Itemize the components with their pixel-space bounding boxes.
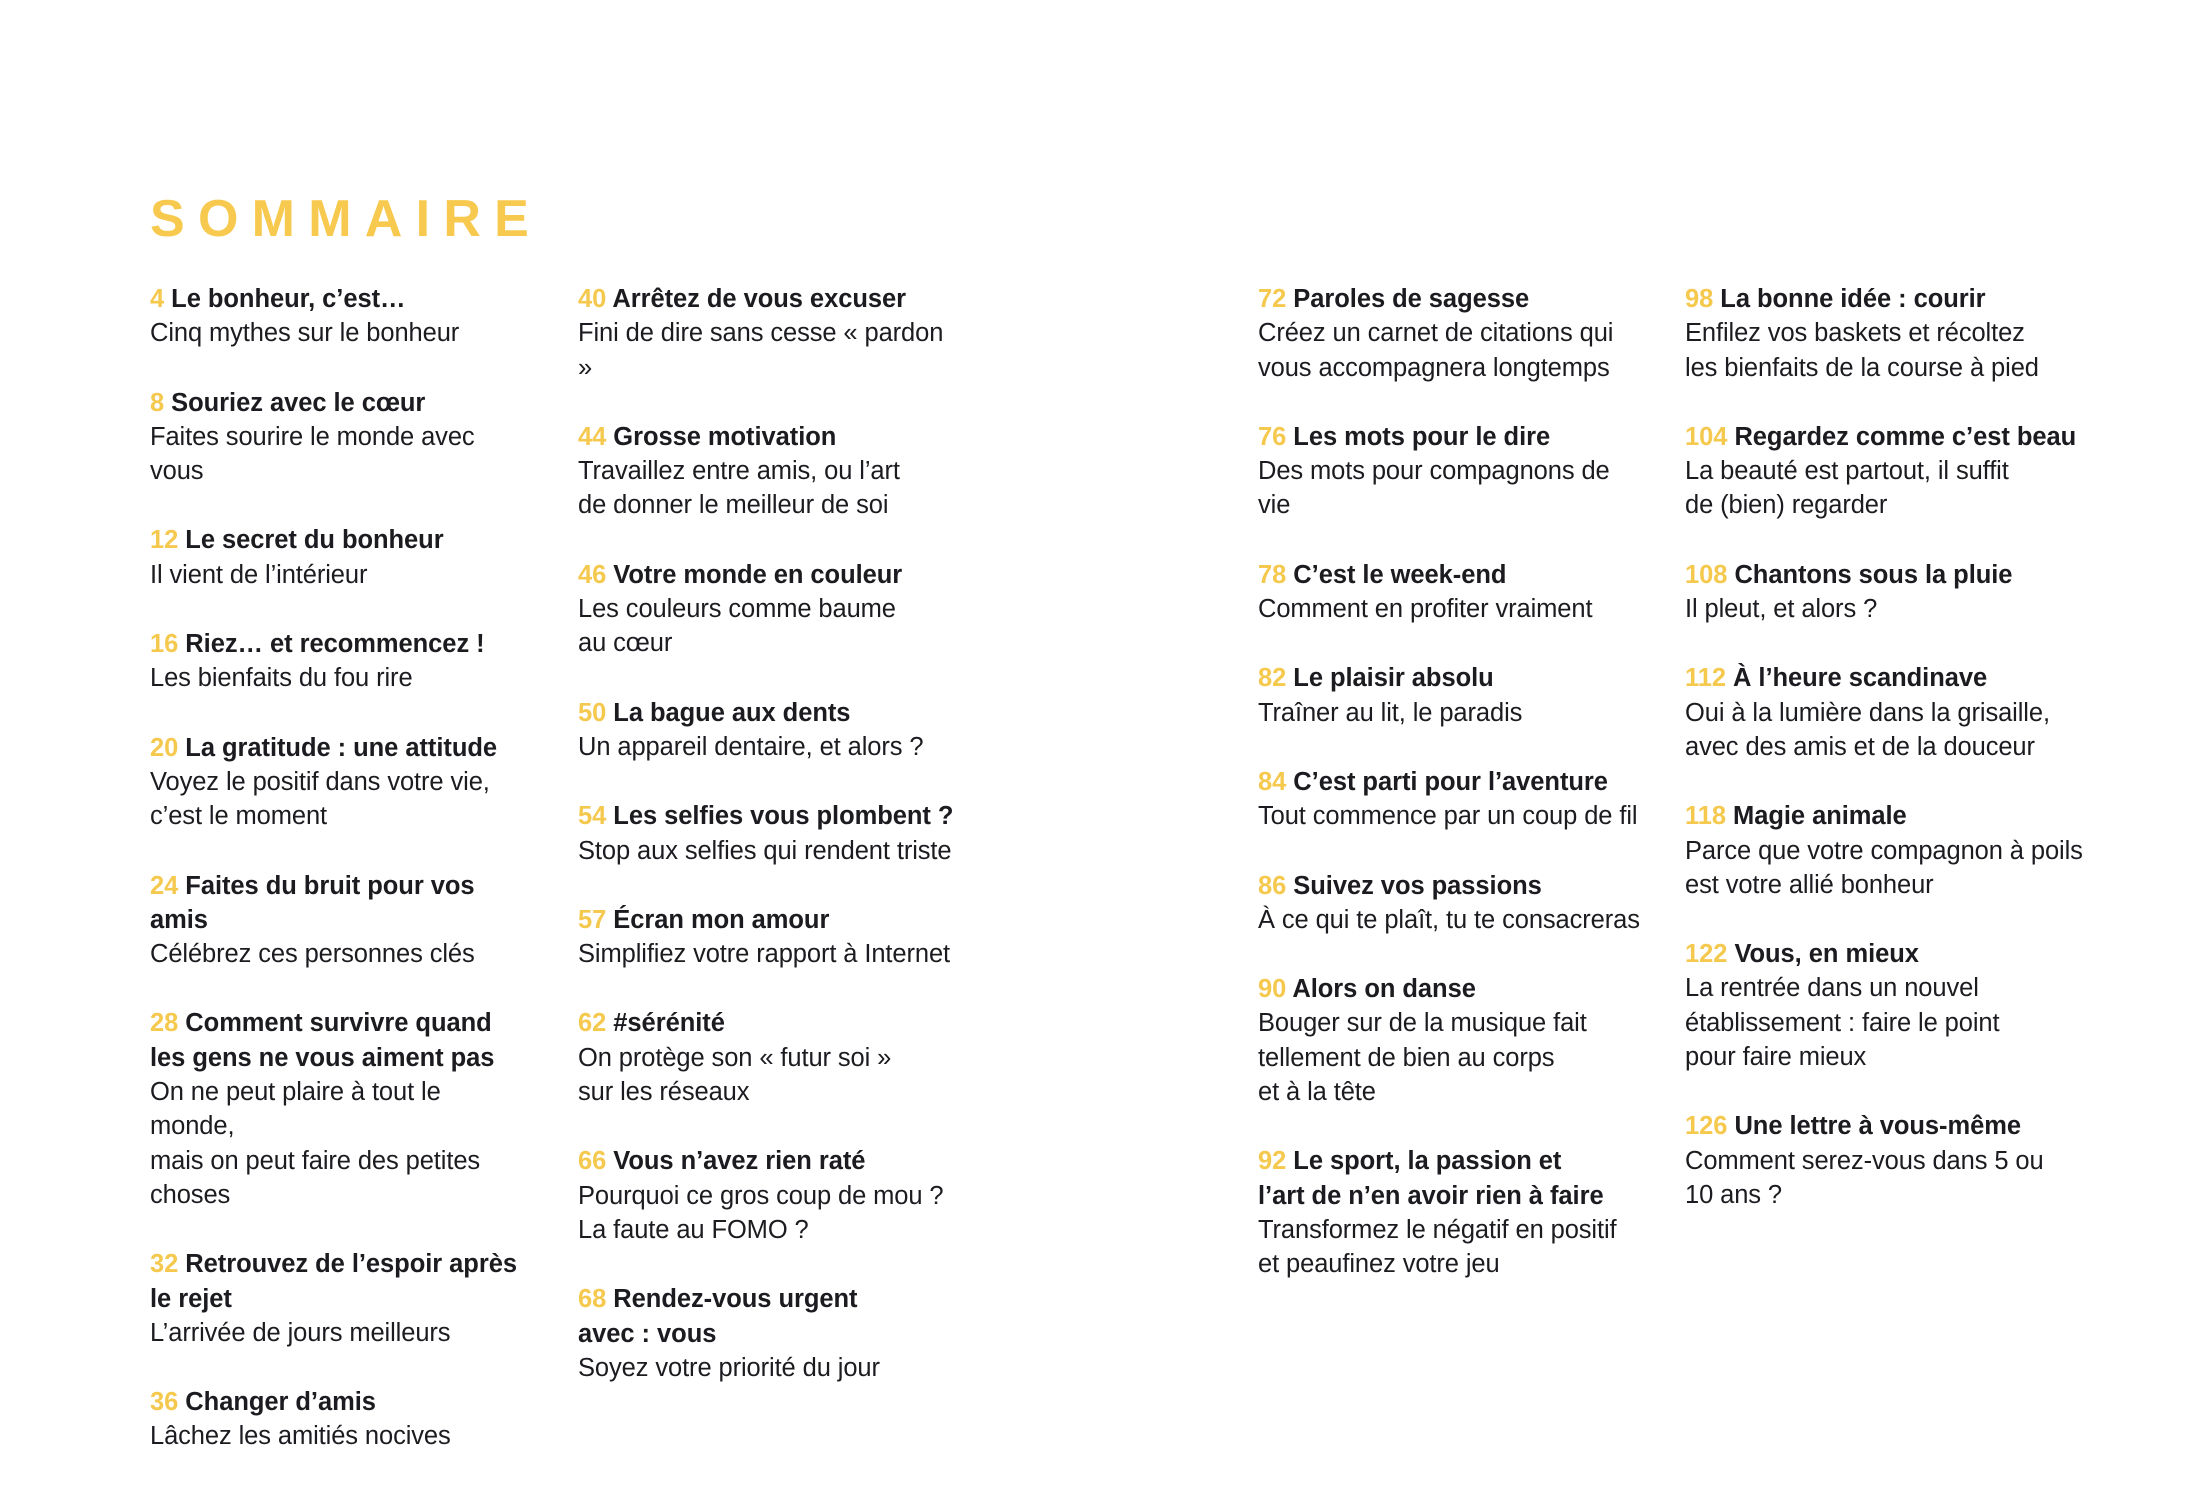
toc-entry-subtitle-line: Bouger sur de la musique fait [1258, 1009, 1587, 1038]
toc-entry-subtitle-line: Traîner au lit, le paradis [1258, 698, 1523, 727]
toc-entry-subtitle-line: est votre allié bonheur [1685, 870, 1934, 899]
toc-entry-title-line: 46 Votre monde en couleur [578, 560, 903, 589]
toc-entry-subtitle-line: Parce que votre compagnon à poils [1685, 836, 2083, 865]
toc-entry-title [150, 1247, 525, 1316]
toc-entry-page-number: 20 [150, 733, 179, 762]
toc-entry-subtitle [1258, 903, 1643, 937]
toc-entry[interactable] [578, 420, 963, 523]
toc-entry-subtitle-line: Enfilez vos baskets et récoltez [1685, 319, 2025, 348]
toc-entry-subtitle [150, 420, 525, 489]
toc-column-4 [1685, 282, 2085, 1212]
toc-entry[interactable] [1685, 661, 2085, 764]
toc-entry[interactable] [578, 903, 963, 972]
toc-entry-subtitle [1258, 1213, 1643, 1282]
toc-entry[interactable] [150, 1385, 525, 1454]
toc-entry-title-line: 12 Le secret du bonheur [150, 526, 444, 555]
toc-entry-subtitle-line: et à la tête [1258, 1078, 1376, 1107]
toc-entry-subtitle-line: Comment serez-vous dans 5 ou [1685, 1146, 2044, 1175]
toc-entry[interactable] [150, 627, 525, 696]
toc-entry[interactable] [150, 731, 525, 834]
toc-entry-subtitle-line: tellement de bien au corps [1258, 1043, 1555, 1072]
toc-entry-subtitle [150, 558, 525, 592]
toc-entry[interactable] [150, 1247, 525, 1350]
toc-entry-title [1685, 282, 2085, 316]
toc-entry-subtitle-line: choses [150, 1180, 231, 1209]
toc-entry-title-line: avec : vous [578, 1319, 717, 1348]
toc-entry-title-line: 76 Les mots pour le dire [1258, 422, 1551, 451]
toc-entry-page-number: 68 [578, 1285, 607, 1314]
toc-entry-title-line: 72 Paroles de sagesse [1258, 285, 1530, 313]
toc-entry-page-number: 82 [1258, 664, 1287, 693]
toc-entry-page-number: 12 [150, 526, 179, 555]
toc-entry-subtitle-line: pour faire mieux [1685, 1043, 1867, 1072]
toc-entry[interactable] [578, 799, 963, 868]
toc-entry-subtitle [1685, 1144, 2085, 1213]
toc-entry-title [1685, 558, 2085, 592]
toc-entry-subtitle-line: et peaufinez votre jeu [1258, 1250, 1500, 1279]
toc-entry-subtitle [1685, 316, 2085, 385]
toc-entry-subtitle [1258, 316, 1643, 385]
toc-entry[interactable] [578, 696, 963, 765]
toc-entry-page-number: 46 [578, 560, 607, 589]
toc-entry-subtitle [150, 1419, 525, 1453]
toc-entry[interactable] [150, 386, 525, 489]
toc-entry-page-number: 54 [578, 802, 607, 831]
toc-entry-title [1685, 420, 2085, 454]
toc-entry-subtitle-line: Il pleut, et alors ? [1685, 595, 1878, 624]
toc-columns [0, 282, 2205, 1451]
toc-entry-title-line: 122 Vous, en mieux [1685, 940, 1919, 969]
toc-entry-subtitle [150, 1316, 525, 1350]
toc-entry-subtitle [1258, 1006, 1643, 1109]
toc-entry-subtitle-line: 10 ans ? [1685, 1180, 1783, 1209]
toc-entry-page-number: 28 [150, 1009, 179, 1038]
toc-entry-page-number: 4 [150, 285, 165, 313]
toc-entry-title [578, 282, 963, 316]
toc-entry-subtitle-line: Fini de dire sans cesse « pardon » [578, 319, 944, 382]
toc-entry-title [1258, 420, 1643, 454]
toc-entry-title [1258, 661, 1643, 695]
toc-entry-title-line: 82 Le plaisir absolu [1258, 664, 1494, 693]
toc-entry-title [1258, 869, 1643, 903]
toc-entry-page-number: 104 [1685, 422, 1728, 451]
toc-entry-title-line: 4 Le bonheur, c’est… [150, 285, 406, 313]
toc-entry[interactable] [150, 1006, 525, 1212]
toc-entry[interactable] [1258, 420, 1643, 523]
toc-entry-subtitle [578, 454, 963, 523]
toc-column-1 [150, 282, 525, 1454]
toc-entry-title-line: 92 Le sport, la passion et [1258, 1147, 1562, 1176]
toc-entry-title-line: 104 Regardez comme c’est beau [1685, 422, 2077, 451]
toc-entry-title-line: 24 Faites du bruit pour vos amis [150, 871, 475, 934]
toc-entry-subtitle [150, 1075, 525, 1212]
toc-entry-subtitle-line: Simplifiez votre rapport à Internet [578, 940, 951, 969]
toc-entry-title [150, 731, 525, 765]
toc-entry-subtitle [578, 1351, 963, 1385]
toc-entry-subtitle-line: établissement : faire le point [1685, 1008, 2000, 1037]
toc-entry[interactable] [150, 523, 525, 592]
toc-entry-page-number: 57 [578, 905, 607, 934]
toc-entry-subtitle-line: La faute au FOMO ? [578, 1215, 809, 1244]
toc-entry-title-line: 108 Chantons sous la pluie [1685, 560, 2013, 589]
toc-entry-page-number: 122 [1685, 940, 1728, 969]
toc-entry[interactable] [578, 1006, 963, 1109]
toc-entry-subtitle-line: Des mots pour compagnons de vie [1258, 457, 1610, 520]
toc-entry-subtitle [578, 1179, 963, 1248]
toc-entry-title-line: 68 Rendez-vous urgent [578, 1285, 858, 1314]
toc-entry-title-line: 20 La gratitude : une attitude [150, 733, 498, 762]
toc-entry-title [578, 1144, 963, 1178]
toc-entry-page-number: 16 [150, 630, 179, 659]
toc-entry-title [150, 869, 525, 938]
toc-entry[interactable] [150, 282, 525, 351]
toc-entry-subtitle-line: de (bien) regarder [1685, 491, 1888, 520]
toc-entry-subtitle-line: À ce qui te plaît, tu te consacreras [1258, 905, 1640, 934]
toc-entry-page-number: 98 [1685, 285, 1714, 313]
toc-entry-page-number: 62 [578, 1009, 607, 1038]
toc-entry-title-line: 84 C’est parti pour l’aventure [1258, 767, 1608, 796]
toc-entry-subtitle [150, 937, 525, 971]
toc-entry-title-line: les gens ne vous aiment pas [150, 1043, 495, 1072]
toc-entry[interactable] [1685, 1109, 2085, 1212]
toc-entry-subtitle [1258, 696, 1643, 730]
toc-entry-title-line: 28 Comment survivre quand [150, 1009, 492, 1038]
toc-entry-subtitle-line: Célébrez ces personnes clés [150, 940, 475, 969]
toc-entry-page-number: 92 [1258, 1147, 1287, 1176]
toc-entry[interactable] [578, 1282, 963, 1385]
toc-entry-title-line: 78 C’est le week-end [1258, 560, 1507, 589]
toc-entry-title-line: 57 Écran mon amour [578, 905, 830, 934]
toc-entry-subtitle-line: Stop aux selfies qui rendent triste [578, 836, 952, 865]
toc-entry[interactable] [1258, 661, 1643, 730]
toc-entry-subtitle-line: avec des amis et de la douceur [1685, 732, 2035, 761]
toc-entry[interactable] [1258, 765, 1643, 834]
toc-entry-subtitle-line: Transformez le négatif en positif [1258, 1215, 1617, 1244]
toc-entry-page-number: 32 [150, 1250, 179, 1279]
toc-entry-subtitle [578, 592, 963, 661]
toc-column-2 [578, 282, 963, 1385]
toc-entry-subtitle [578, 316, 963, 385]
page-title: SOMMAIRE [150, 189, 543, 248]
toc-entry[interactable] [1258, 558, 1643, 627]
toc-entry-title [1258, 972, 1643, 1006]
toc-entry-title-line: le rejet [150, 1284, 232, 1313]
toc-entry-subtitle [150, 661, 525, 695]
toc-entry-title-line: l’art de n’en avoir rien à faire [1258, 1181, 1604, 1210]
toc-entry-title [1258, 558, 1643, 592]
toc-entry-page-number: 126 [1685, 1112, 1728, 1141]
toc-entry-title [578, 696, 963, 730]
toc-entry-page-number: 50 [578, 698, 607, 727]
toc-entry-subtitle [150, 316, 525, 350]
toc-entry-subtitle-line: Pourquoi ce gros coup de mou ? [578, 1181, 944, 1210]
toc-entry-page-number: 90 [1258, 975, 1287, 1004]
toc-entry-title [1685, 661, 2085, 695]
toc-entry-title-line: 90 Alors on danse [1258, 975, 1476, 1004]
toc-entry-subtitle-line: les bienfaits de la course à pied [1685, 353, 2039, 382]
toc-entry-title [1685, 799, 2085, 833]
toc-entry-subtitle [578, 1041, 963, 1110]
toc-entry-subtitle-line: On ne peut plaire à tout le monde, [150, 1078, 441, 1141]
toc-entry-subtitle-line: Oui à la lumière dans la grisaille, [1685, 698, 2050, 727]
toc-entry-subtitle-line: Faites sourire le monde avec vous [150, 422, 475, 486]
toc-entry-title-line: 54 Les selfies vous plombent ? [578, 802, 954, 831]
toc-entry-title-line: 112 À l’heure scandinave [1685, 664, 1988, 693]
toc-entry-subtitle-line: On protège son « futur soi » [578, 1043, 892, 1072]
toc-entry-title-line: 66 Vous n’avez rien raté [578, 1147, 866, 1176]
toc-entry[interactable] [1258, 972, 1643, 1109]
toc-entry[interactable] [578, 558, 963, 661]
toc-entry-subtitle-line: La rentrée dans un nouvel [1685, 974, 1979, 1003]
toc-entry-title [578, 1282, 963, 1351]
toc-entry-subtitle-line: Il vient de l’intérieur [150, 560, 368, 589]
toc-entry-title-line: 36 Changer d’amis [150, 1388, 376, 1417]
toc-entry[interactable] [1258, 869, 1643, 938]
toc-entry-page-number: 66 [578, 1147, 607, 1176]
toc-entry[interactable] [578, 282, 963, 385]
toc-entry[interactable] [150, 869, 525, 972]
toc-entry-page-number: 112 [1685, 664, 1726, 693]
toc-entry-title [578, 558, 963, 592]
toc-entry-page-number: 44 [578, 422, 607, 451]
toc-entry-subtitle-line: c’est le moment [150, 802, 328, 831]
toc-entry-subtitle-line: au cœur [578, 629, 673, 658]
toc-entry-subtitle-line: sur les réseaux [578, 1078, 750, 1107]
toc-entry-title [1258, 1144, 1643, 1213]
toc-entry-title-line: 98 La bonne idée : courir [1685, 285, 1986, 313]
toc-entry-subtitle [1685, 971, 2085, 1074]
toc-entry-subtitle [1258, 454, 1643, 523]
toc-entry-title-line: 86 Suivez vos passions [1258, 871, 1542, 900]
toc-entry-subtitle [1258, 592, 1643, 626]
toc-entry-title [578, 420, 963, 454]
toc-entry[interactable] [1685, 282, 2085, 385]
toc-entry-subtitle-line: Comment en profiter vraiment [1258, 595, 1593, 624]
toc-entry[interactable] [1685, 558, 2085, 627]
toc-entry-page-number: 108 [1685, 560, 1728, 589]
toc-entry-subtitle-line: mais on peut faire des petites [150, 1146, 481, 1175]
toc-entry-page-number: 36 [150, 1388, 179, 1417]
toc-entry-title-line: 16 Riez… et recommencez ! [150, 630, 485, 659]
toc-entry-subtitle-line: Les couleurs comme baume [578, 595, 896, 624]
toc-entry-title [150, 523, 525, 557]
toc-entry-page-number: 72 [1258, 285, 1287, 313]
toc-entry-title [1685, 1109, 2085, 1143]
toc-entry-subtitle-line: Lâchez les amitiés nocives [150, 1422, 451, 1451]
toc-entry-subtitle-line: Voyez le positif dans votre vie, [150, 767, 490, 796]
toc-entry-subtitle-line: de donner le meilleur de soi [578, 491, 889, 520]
toc-entry-title-line: 40 Arrêtez de vous excuser [578, 285, 906, 313]
toc-entry-title [578, 903, 963, 937]
toc-entry-page-number: 78 [1258, 560, 1287, 589]
toc-entry-page-number: 24 [150, 871, 179, 900]
toc-entry-subtitle [1685, 592, 2085, 626]
toc-entry-subtitle [578, 834, 963, 868]
toc-entry-subtitle-line: Cinq mythes sur le bonheur [150, 319, 460, 348]
toc-entry-subtitle-line: Soyez votre priorité du jour [578, 1353, 880, 1382]
toc-entry-title [578, 799, 963, 833]
toc-entry-subtitle [1258, 799, 1643, 833]
toc-entry-page-number: 40 [578, 285, 607, 313]
toc-entry-title-line: 32 Retrouvez de l’espoir après [150, 1250, 517, 1279]
toc-entry[interactable] [1685, 937, 2085, 1074]
toc-entry-title-line: 44 Grosse motivation [578, 422, 837, 451]
toc-entry-subtitle [578, 730, 963, 764]
toc-entry-title [150, 1385, 525, 1419]
toc-entry-subtitle-line: vous accompagnera longtemps [1258, 353, 1610, 382]
toc-entry-title [150, 386, 525, 420]
toc-entry-title [150, 627, 525, 661]
toc-entry-subtitle [1685, 454, 2085, 523]
toc-entry-subtitle-line: Créez un carnet de citations qui [1258, 319, 1614, 348]
toc-entry-title-line: 118 Magie animale [1685, 802, 1907, 831]
toc-entry-title [150, 282, 525, 316]
toc-entry-subtitle [578, 937, 963, 971]
toc-entry-page-number: 86 [1258, 871, 1287, 900]
toc-entry-title [578, 1006, 963, 1040]
toc-entry-page-number: 8 [150, 388, 165, 417]
toc-entry[interactable] [1685, 799, 2085, 902]
toc-entry-subtitle-line: La beauté est partout, il suffit [1685, 457, 2009, 486]
toc-entry-title-line: 126 Une lettre à vous-même [1685, 1112, 2022, 1141]
toc-entry-title [150, 1006, 525, 1075]
toc-column-3 [1258, 282, 1643, 1282]
toc-entry[interactable] [1685, 420, 2085, 523]
toc-entry-title [1258, 282, 1643, 316]
toc-entry-page-number: 76 [1258, 422, 1287, 451]
toc-entry[interactable] [1258, 1144, 1643, 1281]
toc-entry[interactable] [1258, 282, 1643, 385]
toc-entry-subtitle-line: Travaillez entre amis, ou l’art [578, 457, 900, 486]
toc-entry-subtitle [1685, 696, 2085, 765]
toc-entry-subtitle [1685, 834, 2085, 903]
toc-entry-subtitle-line: Tout commence par un coup de fil [1258, 802, 1638, 831]
toc-entry-subtitle-line: L’arrivée de jours meilleurs [150, 1318, 451, 1347]
toc-entry-title-line: 8 Souriez avec le cœur [150, 388, 426, 417]
toc-entry-title-line: 50 La bague aux dents [578, 698, 851, 727]
toc-entry-subtitle-line: Un appareil dentaire, et alors ? [578, 732, 924, 761]
toc-entry-title [1258, 765, 1643, 799]
toc-entry-subtitle-line: Les bienfaits du fou rire [150, 664, 413, 693]
toc-entry-title-line: 62 #sérénité [578, 1009, 725, 1038]
toc-entry[interactable] [578, 1144, 963, 1247]
toc-entry-page-number: 118 [1685, 802, 1726, 831]
toc-entry-title [1685, 937, 2085, 971]
toc-entry-page-number: 84 [1258, 767, 1287, 796]
toc-entry-subtitle [150, 765, 525, 834]
